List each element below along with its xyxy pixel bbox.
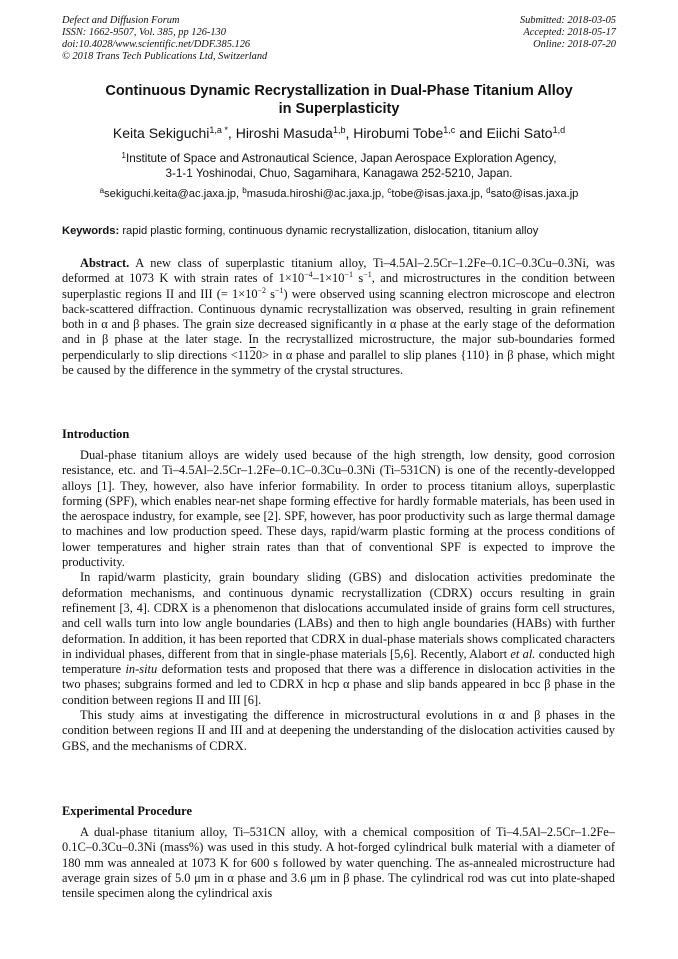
author-conjunction: and [459,125,483,141]
online-date: Online: 2018-07-20 [533,39,616,50]
paper-title [62,82,616,118]
submission-dates [520,15,616,51]
accepted-date: Accepted: 2018-05-17 [523,27,616,38]
author-1-affil: 1,a * [209,125,228,135]
abstract-text-1: A new class of superplastic titanium alloy, Ti–4.5Al–2.5Cr–1.2Fe–0.1C–0.3Cu–0.3Ni, was deformed at 1073 K with strain rates of 1×10 [62,256,616,286]
journal-info [62,15,267,63]
abstract-exp-5: −1 [274,285,284,295]
keywords-label: Keywords: [62,225,120,237]
intro-p2-text-c: deformation tests and proposed that there was a difference in dislocation activities in the two phases; subgrains formed and led to CDRX in hcp α phase and slip bands appeared in bcc β phase in the condition between regions II and III [6]. [62,662,615,707]
author-2-affil: 1,b [332,125,346,135]
abstract-text-4: , and microstructures in the condition between superplastic regions II and III (= 1×10 [62,271,615,301]
author-3: Hirobumi Tobe [353,125,444,141]
author-1: Keita Sekiguchi [112,125,210,141]
title-line-1: Continuous Dynamic Recrystallization in Dual-Phase Titanium Alloy [105,83,573,99]
abstract-text-5: s [266,286,275,301]
abstract-paragraph [62,256,615,378]
email-b[interactable]: masuda.hiroshi@ac.jaxa.jp, [246,188,385,200]
email-list [40,187,638,201]
email-b-marker: b [242,186,247,195]
intro-p2-text-a: In rapid/warm plasticity, grain boundary sliding (GBS) and dislocation activities predominate the deformation mechanisms, and continuous dynamic recrystallization (CDRX) occurs resulting in grain refinement [3, 4]. CDRX is a phenomenon that dislocations accumulated inside of grains form cell structures, and cell walls turn into low angle boundaries (LABs) and then to high angle boundaries (HABs) with further deformation. In addition, it has been reported that CDRX in dual-phase materials shows complicated characters in individual phases, different from that in single-phase materials [5,6]. Recently, Alabort [62,570,615,661]
abstract-label: Abstract. [80,256,130,270]
author-4: Eiichi Sato [486,125,553,141]
experimental-heading: Experimental Procedure [62,804,192,818]
keywords-text: rapid plastic forming, continuous dynamic recrystallization, dislocation, titanium alloy [122,225,539,237]
copyright-line: © 2018 Trans Tech Publications Ltd, Switzerland [62,51,268,62]
affiliation-line-2: 3-1-1 Yoshinodai, Chuo, Sagamihara, Kanagawa 252-5210, Japan. [165,167,513,180]
miller-index-bar: 2 [249,347,256,362]
abstract-exp-1: −4 [304,270,313,280]
abstract-exp-2: −1 [344,270,353,280]
email-c[interactable]: tobe@isas.jaxa.jp, [391,188,483,200]
submitted-date: Submitted: 2018-03-05 [519,15,616,26]
journal-name: Defect and Diffusion Forum [62,15,180,26]
email-a[interactable]: sekiguchi.keita@ac.jaxa.jp, [104,188,240,200]
author-2: Hiroshi Masuda [235,125,333,141]
abstract-text-2: –1×10 [312,271,345,286]
doi-line[interactable]: doi:10.4028/www.scientific.net/DDF.385.126 [62,39,251,50]
email-d[interactable]: sato@isas.jaxa.jp [490,188,579,200]
intro-p2-text-b: conducted high temperature [62,646,615,677]
experimental-paragraph-1: A dual-phase titanium alloy, Ti–531CN alloy, with a chemical composition of Ti–4.5Al–2.5Cr–1.2Fe–0.1C–0.3Cu–0.3Ni (mass%) was used in this study. A hot-forged cylindrical bulk material with a diameter of 180 mm was annealed at 1073 K for 600 s followed by water quenching. The as-annealed microstructure had average grain sizes of 5.0 μm in α phase and 3.6 μm in β phase. The cylindrical rod was cut into plate-shaped tensile specimen along the cylindrical axis [62,825,615,901]
abstract-exp-3: −1 [363,270,372,280]
intro-paragraph-1: Dual-phase titanium alloys are widely used because of the high strength, low density, good corrosion resistance, etc. and Ti–4.5Al–2.5Cr–1.2Fe–0.1C–0.3Cu–0.3Ni (Ti–531CN) is one of the recently-developped alloys [1]. They, however, also have inferior formability. In order to process titanium alloys, superplastic forming (SPF), which enables near-net shape forming effective for hardly formable materials, has been used in the aerospace industry, for example, see [2]. SPF, however, has poor productivity such as large thermal damage to machines and low production speed. These days, rapid/warm plastic forming at the process conditions of lower temperatures and higher strain rates than that of conventional SPF is expected to improve the productivity. [62,448,615,570]
abstract [62,256,615,378]
intro-p2-insitu: in-situ [125,662,158,677]
title-line-2: in Superplasticity [278,101,400,117]
author-3-affil: 1,c [443,125,456,135]
intro-p2-etal: et al. [510,646,536,661]
abstract-text-6: ) were observed using scanning electron microscope and electron back-scattered diffraction. Continuous dynamic recrystallization was observed, resulting in grain refinement both in α and β phases. The grain size decreased significantly in α phase at the early stage of the deformation and in β phase at the later stage. In the recrystallized microstructure, the major sub-boundaries formed perpendicularly to slip directions <11 [62,286,615,362]
email-c-marker: c [387,186,392,195]
author-list: Keita Sekiguchi$^{1,a *}$, Hiroshi Masuda$^{1,b}$, Hirobumi Tobe$^{1,c}$ and Eiichi Sato$^{1,d}$ [112,125,566,141]
abstract-text-7: 0> in α phase and parallel to slip planes {110} in β phase, which might be caused by the difference in the symmetry of the crystal structures. [62,347,615,378]
intro-paragraph-2 [62,570,615,708]
affiliation [62,151,616,181]
affiliation-line-1: Institute of Space and Astronautical Science, Japan Aerospace Exploration Agency, [125,152,557,165]
issn-line: ISSN: 1662-9507, Vol. 385, pp 126-130 [62,27,226,38]
intro-paragraph-3: This study aims at investigating the difference in microstructural evolutions in α and β phases in the condition between regions II and III and at deepening the understanding of the dislocation activities caused by GBS, and the mechanisms of CDRX. [62,708,615,753]
email-d-marker: d [486,186,491,195]
keywords [62,224,622,238]
introduction-heading: Introduction [62,427,130,441]
abstract-exp-4: −2 [257,285,267,295]
experimental-body [62,825,615,901]
abstract-text-3: s [352,271,364,286]
introduction-body [62,448,615,754]
affiliation-marker: 1 [121,151,126,160]
email-a-marker: a [99,186,105,195]
author-4-affil: 1,d [552,125,566,135]
